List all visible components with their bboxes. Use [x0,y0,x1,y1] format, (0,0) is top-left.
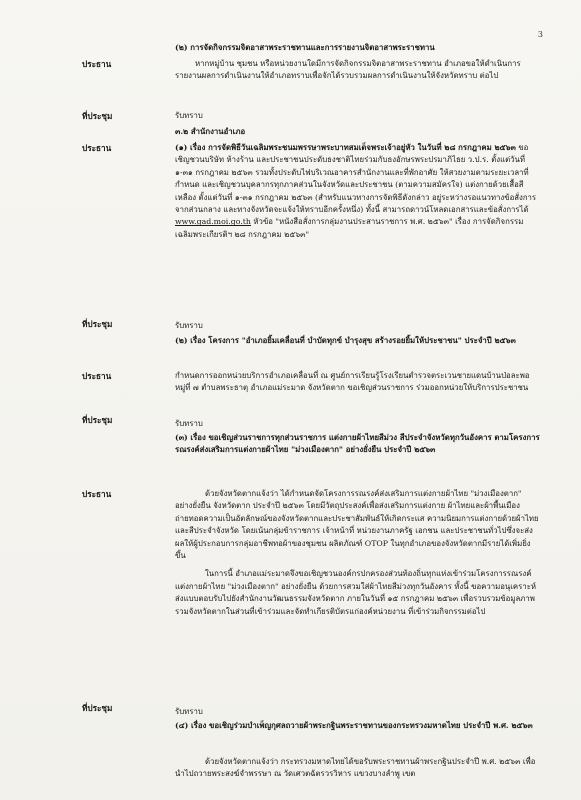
item3-paragraph-1: ด้วยจังหวัดตากแจ้งว่า ได้กำหนดจัดโครงการรณรงค์ส่งเสริมการแต่งกายผ้าไทย "ม่วงเมืองตาก" อย่างยั่งยืน จังหวัดตาก ประจำปี ๒๕๖๓ โดยมีวัตถุประสงค์เพื่อส่งเสริมการแต่งกาย ผ้าไทยและผ้าพื้นเมืองถ่ายทอดความเป็นอัตลักษณ์ของจังหวัดตากและประชาสัมพันธ์ให้เกิดกระแส ความนิยมการแต่งกายด้วยผ้าไทยและสีประจำจังหวัด โดยเน้นกลุ่มข้าราชการ เจ้าหน้าที่ หน่วยงานภาครัฐ เอกชน และประชาชนทั่วไปซึ่งจะส่งผลให้ผู้ประกอบการกลุ่มอาชีพทอผ้าของชุมชน ผลิตภัณฑ์ OTOP ในทุกอำเภอของจังหวัดตากมีรายได้เพิ่มยิ่งขึ้น [175,489,539,561]
gad-link[interactable]: www.gad.moi.go.th [175,217,251,227]
paragraph: หากหมู่บ้าน ชุมชน หรือหน่วยงานใดมีการจัดกิจกรรมจิตอาสาพระราชทาน อำเภอขอให้ดำเนินการรายงานผลการดำเนินงานให้อำเภอทราบเพื่อจักได้รวบรวมผลการดำเนินงานให้จังหวัดทราบ ต่อไป [175,59,521,81]
section-heading-district-office: ๓.๒ สำนักงานอำเภอ [175,127,246,136]
label-meeting-1: ที่ประชุม [82,111,113,121]
item4-body [175,756,541,781]
label-meeting-3: ที่ประชุม [82,415,113,425]
label-chair-1: ประธาน [82,59,112,69]
label-chair-4: ประธาน [82,489,112,499]
item1-body: ขอเชิญชวนบริษัท ห้างร้าน และประชาชนประดับธงชาติไทยร่วมกับธงอักษรพระปรมาภิไธย ว.ป.ร. ตั้งแต่วันที่ ๑-๓๑ กรกฎาคม ๒๕๖๓ รวมทั้งประดับไฟบริเวณอาคารสำนักงานและที่พักอาศัย ให้สวยงามตามระยะเวลาที่กำหนด และเชิญชวนบุคลากรทุกภาคส่วนในจังหวัดและประชาชน (ตามความสมัครใจ) แต่งกายด้วยเสื้อสีเหลือง ตั้งแต่วันที่ ๑-๓๑ กรกฎาคม ๒๕๖๓ (สำหรับแนวทางการจัดพิธีดังกล่าว อยู่ระหว่างรอแนวทางข้อสั่งการจากส่วนกลาง และทางจังหวัดจะแจ้งให้ทราบอีกครั้งหนึ่ง) ทั้งนี้ สามารถดาวน์โหลดเอกสารและข้อสั่งการได้ [175,143,537,215]
item1-tail: หัวข้อ "หนังสือสั่งการกลุ่มงานประสานราชการ พ.ศ. ๒๕๖๓" เรื่อง การจัดกิจกรรมเฉลิมพระเกียรติฯ ๒๘ กรกฎาคม ๒๕๖๓" [175,217,524,239]
text-chair-1 [175,58,541,83]
item1-heading: (๑) เรื่อง การจัดพิธีวันเฉลิมพระชนมพรรษาพระบาทสมเด็จพระเจ้าอยู่หัว ในวันที่ ๒๘ กรกฎาคม ๒๕๖๓ [175,143,516,152]
item3-heading: (๓) เรื่อง ขอเชิญส่วนราชการทุกส่วนราชการ แต่งกายผ้าไทยสีม่วง สีประจำจังหวัดทุกวันอังคาร ตามโครงการรณรงค์ส่งเสริมการแต่งกายผ้าไทย "ม่วงเมืองตาก" อย่างยั่งยืน ประจำปี ๒๕๖๓ [175,433,540,455]
item2-heading: (๒) เรื่อง โครงการ "อำเภอยิ้มเคลื่อนที่ บำบัดทุกข์ บำรุงสุข สร้างรอยยิ้มให้ประชาชน" ประจำปี ๒๕๖๓ [175,336,516,345]
text-meeting-4: รับทราบ [175,707,203,716]
item3-body [175,488,541,618]
section-heading-volunteer: (๒) การจัดกิจกรรมจิตอาสาพระราชทานและการรายงานจิตอาสาพระราชทาน [175,43,435,52]
item1-paragraph [175,142,541,241]
item4-paragraph: ด้วยจังหวัดตากแจ้งว่า กระทรวงมหาดไทยได้ขอรับพระราชทานผ้าพระกฐินประจำปี พ.ศ. ๒๕๖๓ เพื่อนำไปถวายพระสงฆ์จำพรรษา ณ วัดเศวตฉัตรวรวิหาร แขวงบางลำพู เขต [175,757,536,779]
item3-paragraph-2: ในการนี้ อำเภอแม่ระมาดจึงขอเชิญชวนองค์กรปกครองส่วนท้องถิ่นทุกแห่งเข้าร่วมโครงการรณรงค์แต่งกายผ้าไทย "ม่วงเมืองตาก" อย่างยั่งยืน ด้วยการสวมใส่ผ้าไทยสีม่วงทุกวันอังคาร ทั้งนี้ ขอความอนุเคราะห์ส่งแบบตอบรับไปยังสำนักงานวัฒนธรรมจังหวัดตาก ภายในวันที่ ๑๕ กรกฎาคม ๒๕๖๓ เพื่อรวบรวมข้อมูลภาพรวมจังหวัดตากในส่วนที่เข้าร่วมและจัดทำเกียรติบัตรแก่องค์หน่วยงาน ที่เข้าร่วมกิจกรรมต่อไป [175,569,537,616]
item4-heading: (๔) เรื่อง ขอเชิญร่วมบำเพ็ญกุศลถวายผ้าพระกฐินพระราชทานของกระทรวงมหาดไทย ประจำปี พ.ศ. ๒๕๖๓ [175,721,533,730]
item2-body [175,370,541,395]
text-meeting-3: รับทราบ [175,419,203,428]
label-chair-2: ประธาน [82,143,112,153]
label-chair-3: ประธาน [82,371,112,381]
text-meeting-2: รับทราบ [175,321,203,330]
item2-paragraph: กำหนดการออกหน่วยบริการอำเภอเคลื่อนที่ ณ ศูนย์การเรียนรู้โรงเรียนตำรวจตระเวนชายแดนบ้านป่อละพอ หมู่ที่ ๗ ตำบลพระธาตุ อำเภอแม่ระมาด จังหวัดตาก ขอเชิญส่วนราชการ ร่วมออกหน่วยให้บริการประชาชน [175,371,530,393]
item1 [175,142,541,241]
text-meeting-1: รับทราบ [175,111,203,120]
label-meeting-2: ที่ประชุม [82,319,113,329]
label-meeting-4: ที่ประชุม [82,703,113,713]
page-number: 3 [537,30,543,39]
